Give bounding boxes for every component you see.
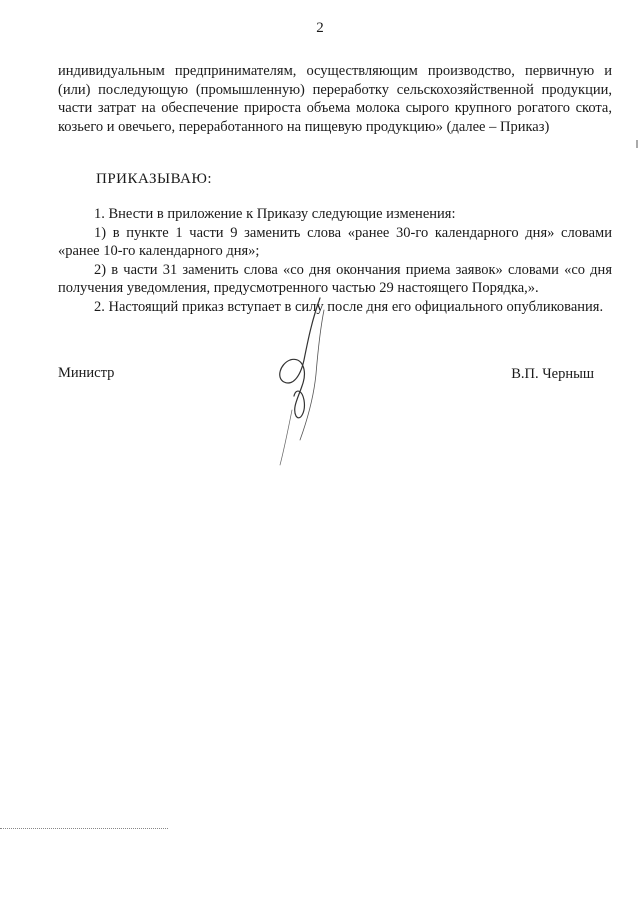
order-item-1: 1. Внести в приложение к Приказу следующие изменения: bbox=[94, 206, 456, 222]
signature-role: Министр bbox=[58, 365, 115, 381]
handwritten-signature bbox=[262, 290, 342, 470]
order-item-1-sub-2: 2) в части 31 заменить слова «со дня окончания приема заявок» словами «со дня получения уведомления, предусмотренного частью 29 настоящего Порядка,». bbox=[58, 261, 612, 296]
order-item-1-sub-1: 1) в пункте 1 части 9 заменить слова «ранее 30-го календарного дня» словами «ранее 10-го календарного дня»; bbox=[58, 224, 612, 259]
signature-name: В.П. Черныш bbox=[511, 366, 594, 382]
order-heading: ПРИКАЗЫВАЮ: bbox=[96, 171, 213, 187]
order-item-2: 2. Настоящий приказ вступает в силу после дня его официального опубликования. bbox=[94, 298, 604, 315]
edge-mark bbox=[636, 140, 638, 148]
footer-rule bbox=[0, 828, 168, 829]
intro-paragraph: индивидуальным предпринимателям, осуществляющим производство, первичную и (или) последующую (промышленную) переработку сельскохозяйственной продукции, части затрат на обеспечение прироста объема молока сырого крупного рогатого скота, козьего и овечьего, переработанного на пищевую продукцию» (далее – Приказ) bbox=[58, 63, 612, 135]
page-number: 2 bbox=[316, 20, 324, 36]
